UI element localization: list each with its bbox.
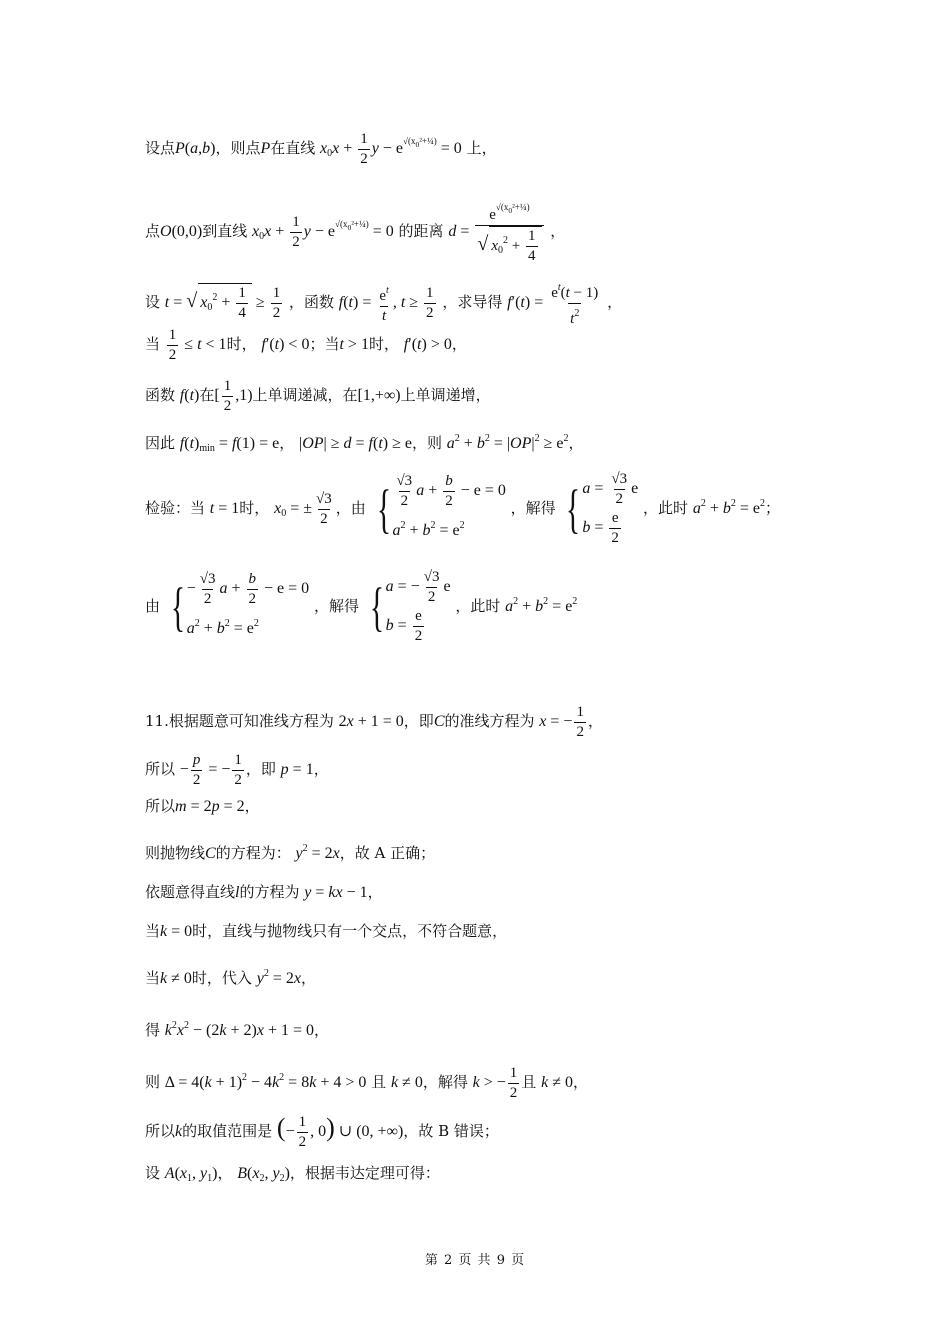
math-t-def: t = √ $x_0^2$ + $\frac{1}{4}$ ≥ $\frac{1}{2}$ xyxy=(164,285,281,321)
text: ， xyxy=(550,222,566,240)
math-distance-fraction: $e^{√(x_0^2+\frac{1}{4})}$ √ $x_0^2$ + $\frac{1}{4}$ xyxy=(475,198,543,266)
text: 的方程为： xyxy=(215,844,291,862)
text: ，解得 xyxy=(313,597,359,615)
text: ，故 A 正确； xyxy=(339,844,436,862)
text: ， xyxy=(572,1073,588,1092)
line-17: 则 $\Delta = 4(k + 1)^2 - 4k^2 = 8k + 4 > 0$ 且 k ≠ 0，解得 k > − $\frac{1}{2}$ 且 k ≠ 0， xyxy=(145,1065,588,1101)
equation-system-2: { − $\frac{√3}{2}$ a + $\frac{b}{2}$ − e = 0 $a^2 + b^2 = e^2$ xyxy=(170,571,310,637)
line-5: 函数 f(t)在[ $\frac{1}{2}$ ,1)上单调递减，在[1,+∞)上单调递增， xyxy=(145,378,491,414)
text: 所以 xyxy=(145,1122,176,1141)
math-line-equation: $x_0x$ + $\frac{1}{2}$ $y - e^{√(x_0^2+\frac{1}{4})} = 0$ xyxy=(252,213,394,250)
text: ，则 xyxy=(411,434,442,452)
text: 11.根据题意可知准线方程为 xyxy=(145,712,334,731)
text: 则抛物线 xyxy=(145,844,206,862)
text: 的距离 xyxy=(398,222,444,240)
math-line-equation: $x_0x$ + $\frac{1}{2}$ $y - e^{√(x_0^2+\frac{1}{4})} = 0$ xyxy=(320,131,462,167)
math-derivative: f′(t) = $\frac{e^t(t - 1)}{t^2}$ xyxy=(507,282,599,327)
line-15: 当k ≠ 0时，代入 $y^2 = 2x$， xyxy=(145,968,316,987)
text: ； xyxy=(764,499,780,517)
text: ， xyxy=(313,760,329,779)
line-6: 因此 $f(t)_{min} = f(1) = e$， |OP| ≥ d = f(t) ≥ e，则 $a^2 + b^2 = |OP|^2 \ge e^2$， xyxy=(145,433,584,454)
line-1: 设点P(a,b)，则点P在直线 $x_0x$ + $\frac{1}{2}$ $y - e^{√(x_0^2+\frac{1}{4})} = 0$ 上， xyxy=(145,131,497,167)
text: 在直线 xyxy=(270,139,316,158)
text: 上单调递增， xyxy=(400,386,491,405)
text: 设 xyxy=(145,293,161,312)
text: 的取值范围是 xyxy=(182,1122,273,1141)
line-11: 所以m = 2p = 2， xyxy=(145,797,260,815)
text: ，解得 xyxy=(422,1073,468,1092)
text: 的准线方程为 xyxy=(444,712,535,731)
line-3 xyxy=(145,278,622,329)
text: ，则点 xyxy=(215,139,261,158)
text: 依题意得直线 xyxy=(145,883,236,901)
text: ， xyxy=(314,1021,330,1039)
text: 因此 xyxy=(145,434,176,452)
text: ，此时 xyxy=(455,597,501,615)
text: ， xyxy=(279,434,295,452)
text: ，求导得 xyxy=(442,293,503,312)
text: ；当 xyxy=(309,335,340,354)
text: 由 xyxy=(145,597,161,615)
text: 上单调递减，在 xyxy=(252,386,358,405)
line-4: 当 $\frac{1}{2}$ ≤ t < 1时， f′(t) < 0；当t > 1时， f′(t) > 0， xyxy=(145,327,467,363)
text: ，即 xyxy=(403,712,434,731)
text: ， xyxy=(587,712,603,731)
line-10: 所以 − $\frac{p}{2}$ = − $\frac{1}{2}$ ，即 p = 1， xyxy=(145,752,329,788)
text: 时， xyxy=(239,499,270,517)
line-12: 则抛物线C的方程为： $y^2 = 2x$，故 A 正确； xyxy=(145,843,436,862)
text: 时， xyxy=(368,335,399,354)
text: ， xyxy=(300,969,316,987)
text: ，解得 xyxy=(510,499,556,517)
text: 在 xyxy=(199,386,215,405)
solution-system-1: { a = $\frac{√3}{2}$ e b = $\frac{e}{2}$ xyxy=(566,471,639,546)
text: 且 xyxy=(521,1073,537,1092)
text: 设点 xyxy=(145,139,176,158)
text: ，故 B 错误； xyxy=(403,1122,499,1141)
solution-system-2: { a = − $\frac{√3}{2}$ e b = $\frac{e}{2}$ xyxy=(369,569,451,644)
math-f-def: f(t) = $\frac{e^t}{t}$ , t ≥ $\frac{1}{2}$ xyxy=(338,285,434,324)
line-7: 检验：当 t = 1时， $x_0$ = ± $\frac{√3}{2}$ ，由 { $\frac{√3}{2}$ a + $\frac{b}{2}$ − e = 0 $a^2 + b^2 = e^2$ ，解得 { a = $\frac{√3}{2}$ e b = $\frac{e}{2}$ ，此时 $a^2 + b^2 = e^2$； xyxy=(145,471,780,546)
text: ，根据韦达定理可得： xyxy=(289,1164,440,1182)
text: 所以 xyxy=(145,760,176,779)
text: 时， xyxy=(226,335,257,354)
line-9: 11.根据题意可知准线方程为 2x + 1 = 0，即C的准线方程为 x = − $\frac{1}{2}$ ， xyxy=(145,704,603,740)
text: 所以 xyxy=(145,797,176,815)
text: ，此时 xyxy=(643,499,689,517)
text: 函数 xyxy=(145,386,176,405)
line-14: 当k = 0时，直线与抛物线只有一个交点，不符合题意， xyxy=(145,922,508,940)
text: ， xyxy=(607,293,623,312)
text: ， xyxy=(367,883,383,901)
text: 得 xyxy=(145,1021,161,1039)
text: 时，代入 xyxy=(191,969,252,987)
text: ， xyxy=(244,797,260,815)
text: 设 xyxy=(145,1164,161,1182)
line-18: 所以k的取值范围是 (− $\frac{1}{2}$ , 0) ∪ (0, +∞)，故 B 错误； xyxy=(145,1113,499,1150)
line-19: 设 $A(x_1$, $y_1$)， $B(x_2$, $y_2$)，根据韦达定理可得： xyxy=(145,1164,440,1184)
text: ，函数 xyxy=(288,293,334,312)
text: 且 xyxy=(371,1073,387,1092)
line-16: 得 $k^2x^2 - (2k + 2)x + 1 = 0$， xyxy=(145,1020,330,1039)
text: 的方程为 xyxy=(239,883,300,901)
page-footer: 第 2 页 共 9 页 xyxy=(424,1253,526,1268)
text: ，即 xyxy=(245,760,276,779)
text: ， xyxy=(568,434,584,452)
text: 上， xyxy=(466,139,497,158)
math-point-p: P xyxy=(175,140,185,158)
text: 则 xyxy=(145,1073,161,1092)
text: ， xyxy=(451,335,467,354)
text: ， xyxy=(217,1164,233,1182)
text: 到直线 xyxy=(202,222,248,240)
line-2: 点O(0,0)到直线 $x_0x$ + $\frac{1}{2}$ $y - e^{√(x_0^2+\frac{1}{4})} = 0$ 的距离 d = $e^{√(x_0^2+\frac{1}{4})}$ √ $x_0^2$ + $\frac{1}{4}$ ， xyxy=(145,198,565,266)
equation-system-1: { $\frac{√3}{2}$ a + $\frac{b}{2}$ − e = 0 $a^2 + b^2 = e^2$ xyxy=(376,473,506,539)
text: ，由 xyxy=(335,499,366,517)
text: 时，直线与抛物线只有一个交点，不符合题意， xyxy=(192,922,508,940)
text: 当 xyxy=(145,922,161,940)
text: 当 xyxy=(145,335,161,354)
line-13: 依题意得直线l的方程为 y = kx − 1， xyxy=(145,883,383,901)
math-p: P xyxy=(260,140,271,158)
text: 检验：当 xyxy=(145,499,206,517)
line-8: 由 { − $\frac{√3}{2}$ a + $\frac{b}{2}$ − e = 0 $a^2 + b^2 = e^2$ ，解得 { a = − $\frac{√3}{2}$ e b = $\frac{e}{2}$ ，此时 $a^2 + b^2 = e^2$ xyxy=(145,569,578,644)
text: 当 xyxy=(145,969,161,987)
text: 点 xyxy=(145,222,161,240)
